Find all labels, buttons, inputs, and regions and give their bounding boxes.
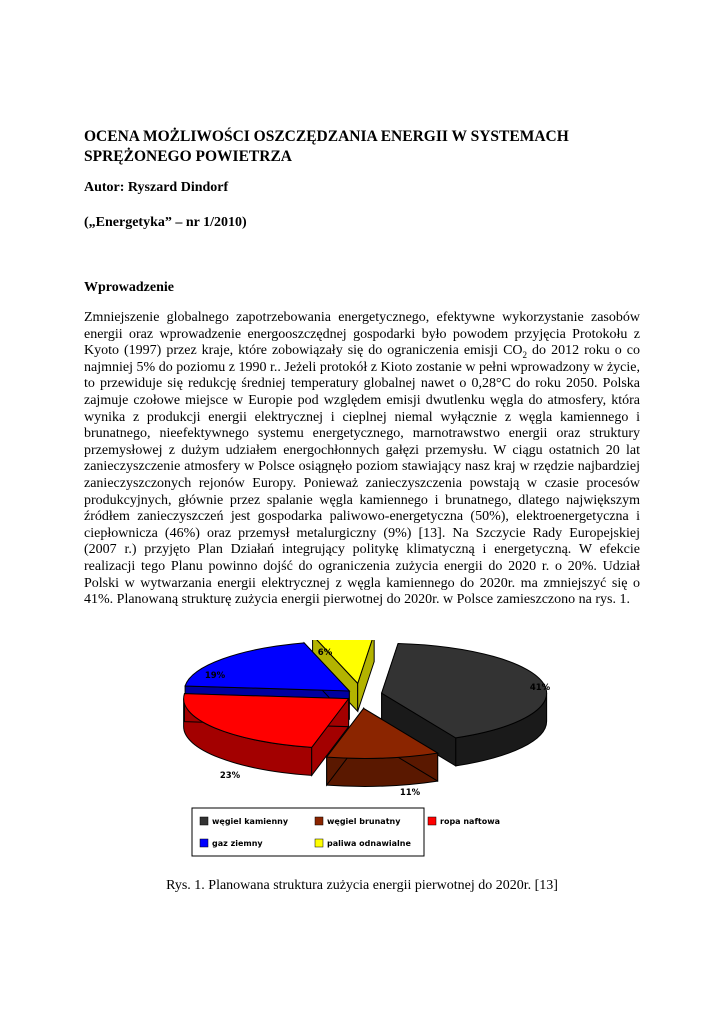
legend-item: [200, 817, 289, 826]
pie-value-label: 11%: [399, 788, 421, 798]
legend-frame: [192, 808, 424, 856]
pie-value-label: 23%: [219, 771, 241, 781]
source-line: („Energetyka” – nr 1/2010): [84, 215, 247, 230]
figure-caption: Rys. 1. Planowana struktura zużycia energii pierwotnej do 2020r. [13]: [166, 878, 558, 893]
legend-label: paliwa odnawialne: [327, 839, 411, 848]
co2-subscript: 2: [522, 349, 528, 360]
pie-slice-3: [184, 694, 349, 776]
legend-item: [315, 817, 401, 826]
paragraph-text-part2: do 2012 roku o co najmniej 5% do poziomu z 1990 r.. Jeżeli protokół z Kioto zostanie w pełni wprowadzony w życie, to przewiduje się redukcję średniej temperatury globalnej nawet o 0,28°C do roku 2050. Polska zajmuje czołowe miejsce w Europie pod względem emisji dwutlenku węgla do atmosfery, która wynika z produkcji energii elektrycznej i cieplnej niemal wyłącznie z węgla kamiennego i brunatnego, nieefektywnego systemu energetycznego, marnotrawstwo energii oraz struktury przemysłowej z dużym udziałem energochłonnych gałęzi przemysłu. W ciągu ostatnich 20 lat zanieczyszczenie atmosfery w Polsce osiągnęło poziom stawiający nasz kraj w rzędzie najbardziej zanieczyszczonych rejonów Europy. Ponieważ zanieczyszczenia powstają w czasie procesów produkcyjnych, głównie przez spalanie węgla kamiennego i brunatnego, dlatego największym źródłem zanieczyszczeń jest gospodarka paliwowo-energetyczna (50%), elektroenergetyczna i ciepłownicza (46%) oraz przemysł metalurgiczny (9%) [13]. Na Szczycie Rady Europejskiej (2007 r.) przyjęto Plan Działań integrujący politykę klimatyczną i energetyczną. W efekcie realizacji tego Planu powinno dojść do ograniczenia zużycia energii do 2020 r. o 20%. Udział Polski w wytwarzania energii elektrycznej z węgla kamiennego do 2020r. ma zmniejszyć się o 41%. Planowaną strukturę zużycia energii pierwotnej do 2020r. w Polsce zamieszczono na rys. 1.: [84, 343, 640, 608]
pie-value-label: 19%: [204, 671, 226, 681]
pie-chart-figure: [170, 640, 570, 860]
section-heading: Wprowadzenie: [84, 280, 174, 295]
intro-paragraph: [84, 310, 640, 609]
chart-legend: [192, 808, 500, 856]
legend-label: gaz ziemny: [212, 839, 263, 848]
legend-label: węgiel brunatny: [327, 817, 401, 826]
legend-swatch: [200, 817, 208, 825]
author-line: Autor: Ryszard Dindorf: [84, 180, 229, 195]
article-title: OCENA MOŻLIWOŚCI OSZCZĘDZANIA ENERGII W SYSTEMACH SPRĘŻONEGO POWIETRZA: [84, 128, 569, 165]
pie-value-label: 6%: [317, 648, 333, 658]
paragraph-text-part1: Zmniejszenie globalnego zapotrzebowania energetycznego, efektywne wykorzystanie zasobów energii oraz wprowadzenie energooszczędnej gospodarki było powodem przyjęcia Protokołu z Kyoto (1997) przez kraje, które zobowiązały się do ograniczenia emisji CO: [84, 310, 640, 359]
pie-chart: [170, 640, 570, 860]
legend-label: węgiel kamienny: [212, 817, 289, 826]
legend-label: ropa naftowa: [440, 817, 501, 826]
legend-swatch: [315, 817, 323, 825]
legend-item: [428, 817, 500, 826]
legend-swatch: [315, 839, 323, 847]
legend-item: [315, 839, 411, 848]
pie-value-label: 41%: [529, 683, 551, 693]
legend-swatch: [200, 839, 208, 847]
legend-swatch: [428, 817, 436, 825]
